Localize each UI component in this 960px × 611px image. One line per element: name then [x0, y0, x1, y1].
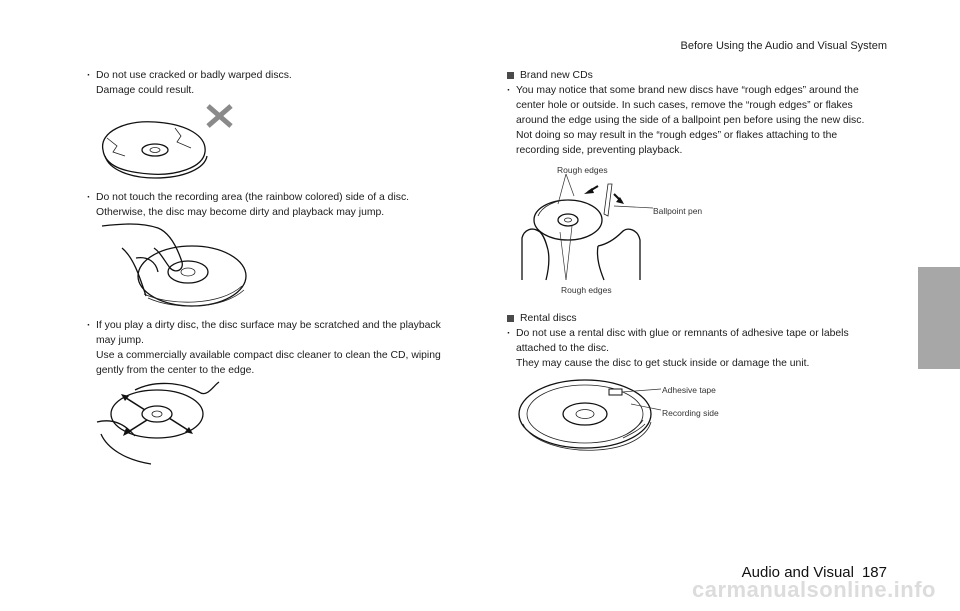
left-column: [87, 68, 477, 98]
list-item-rough-edges: · You may notice that some brand new discs have “rough edges” around the center hole or outside. In such cases, remove the “rough edges” or flakes around the edge using the side of a ballpoint pen before using the new disc. Not doing so may result in the “rough edges” or flakes attaching to the recording side, preventing playback.: [507, 83, 892, 158]
adhesive-tape-icon: [609, 389, 622, 395]
label-ballpoint-pen: Ballpoint pen: [653, 206, 703, 216]
rental-disc-illustration: [517, 376, 662, 456]
label-rough-edges-bottom: Rough edges: [561, 285, 612, 295]
label-rough-edges-top: Rough edges: [557, 165, 608, 175]
section-side-tab: [918, 267, 960, 369]
cleaning-disc-illustration: [95, 378, 225, 468]
section-heading-brand-new: Brand new CDs: [507, 68, 892, 83]
cracked-disc-illustration: [95, 100, 245, 180]
page-header: Before Using the Audio and Visual System: [680, 40, 887, 52]
label-adhesive-tape: Adhesive tape: [662, 385, 716, 395]
label-recording-side: Recording side: [662, 408, 719, 418]
list-item-rental-adhesive: · Do not use a rental disc with glue or remnants of adhesive tape or labels attached to the disc. They may cause the disc to get stuck inside or damage the unit.: [507, 326, 892, 371]
ballpoint-pen-disc-illustration: [518, 176, 653, 282]
list-item-cracked-discs: · Do not use cracked or badly warped discs. Damage could result.: [87, 68, 477, 98]
watermark: carmanualsonline.info: [692, 577, 936, 602]
list-item-recording-area: · Do not touch the recording area (the rainbow colored) side of a disc. Otherwise, the disc may become dirty and playback may jump.: [87, 190, 477, 220]
list-item-dirty-disc: · If you play a dirty disc, the disc surface may be scratched and the playback may jump. Use a commercially available compact disc cleaner to clean the CD, wiping gently from the center to the edge.: [87, 318, 477, 378]
footer-section: Audio and Visual: [741, 564, 854, 581]
section-heading-rental: Rental discs: [507, 311, 892, 326]
finger-on-disc-illustration: [100, 218, 250, 310]
page-number: 187: [861, 564, 887, 581]
